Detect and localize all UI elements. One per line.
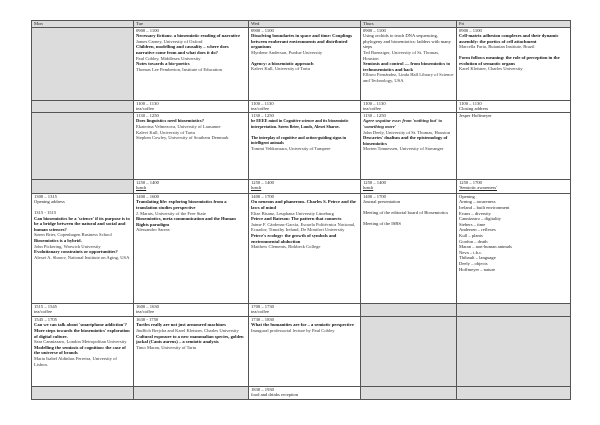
talk-title: What the humanities are for – a semiotic perspective	[251, 322, 354, 328]
break-label: lunch	[363, 185, 374, 191]
session-cell-thurs-afternoon	[361, 193, 457, 303]
session-cell-tue-evening	[134, 316, 249, 386]
break-label: lunch	[136, 185, 147, 191]
break-cell-wed	[249, 100, 361, 112]
talk-author: Morten Tønnessen, University of Stavanger	[363, 146, 444, 152]
awareness-item: Ireland – built environment	[459, 204, 510, 210]
break-cell-mon	[32, 303, 134, 316]
talk-title: Descartes' dualism and the epistemology of biosemiotics	[363, 135, 448, 146]
break-cell-tue	[134, 303, 249, 316]
talk-author: Karel Kleisner, Charles University	[459, 66, 523, 72]
talk-title: The interplay of cognitive and action-guiding signs in intelligent animals	[251, 134, 347, 146]
awareness-item: Hoffmeyer – nature	[459, 266, 496, 272]
session-time: 1545 – 1705	[34, 316, 57, 322]
empty-cell	[32, 27, 134, 100]
awareness-item: Siebers – time	[459, 221, 486, 227]
day-header-wed: Wed	[249, 21, 361, 28]
lunch-cell-thurs	[361, 179, 457, 193]
talk-title: Does linguistics need biosemiotics?	[136, 118, 205, 124]
break-time: 1100 – 1130	[251, 100, 274, 106]
awareness-item: Gordon – death	[459, 238, 488, 244]
lunch-cell-tue	[134, 179, 249, 193]
session-time: 1130 – 1250	[136, 112, 159, 118]
talk-author: Maria Isabel Aldinhas Ferreira, University of Lisbon.	[34, 355, 117, 367]
break-label: tea/coffee	[251, 106, 270, 112]
break-label: lunch	[251, 185, 262, 191]
empty-cell	[32, 179, 134, 193]
session-cell-tue-morning	[134, 27, 249, 100]
talk-author: Jindřich Brejcha and Karel Kleisner, Charles University	[136, 327, 239, 333]
break-time: 1250 – 1400	[363, 179, 386, 185]
awareness-item: Andersen – reflexes	[459, 227, 496, 233]
awareness-item: Thibault – language	[459, 255, 496, 261]
awareness-item: Kull – plants	[459, 232, 483, 238]
break-label: tea/coffee	[34, 309, 53, 315]
break-time: 1515 – 1545	[34, 303, 57, 309]
session-time: 0900 – 1100	[363, 27, 386, 33]
session-time: 1400 – 1700	[251, 193, 274, 199]
lunch-row	[32, 179, 571, 193]
event-line: Meeting of the editorial board of Biosemiotics	[363, 209, 449, 215]
break-label: tea/coffee	[363, 106, 382, 112]
session-time: 1400 – 1700	[363, 193, 386, 199]
break-label: Closing address	[459, 106, 489, 112]
break-cell-thurs	[361, 100, 457, 112]
break-time: 1250 – 1400	[251, 179, 274, 185]
empty-cell	[457, 303, 571, 316]
talk-title: Necessary fictions: a biosemiotic reading of narrative	[136, 33, 241, 39]
break-time: 1100 – 1130	[459, 100, 482, 106]
break-time: 1830 – 1930	[251, 386, 274, 392]
session-cell-fri-morning	[457, 27, 571, 100]
closing-speaker-cell	[457, 112, 571, 179]
empty-cell	[361, 303, 457, 316]
session-cell-wed-morning	[249, 27, 361, 100]
session-cell-mon-evening	[32, 316, 134, 386]
session-time: 0900 – 1100	[459, 27, 482, 33]
talk-author: Kalevi Kull, University of Tartu	[251, 66, 310, 72]
session-cell-tue-afternoon	[134, 193, 249, 303]
break-label: tea/coffee	[251, 309, 270, 315]
talk-title: On neurons and phanerons. Charles S. Peirce and the laws of mind	[251, 199, 356, 210]
talk-title: Can we can talk about 'smartphone addiction'? More steps towards the biosemiotics' exploration of digital culture.	[34, 322, 130, 339]
session-time: 1130 – 1250	[363, 112, 386, 118]
awareness-item: Maran – non-human animals	[459, 244, 512, 250]
talk-author: Sara Cannizzaro, London Metropolitan University	[34, 339, 127, 345]
talk-author: James Carney, University of Oxford	[136, 38, 203, 44]
empty-cell	[361, 386, 457, 399]
awareness-item: Evans – diversity	[459, 210, 491, 216]
break-cell-wed	[249, 303, 361, 316]
break-cell-tue	[134, 100, 249, 112]
lunch-cell-wed	[249, 179, 361, 193]
reception-row	[32, 386, 571, 399]
talk-title: Biosemiotics, meta communication and the Human Rights paradigm	[136, 216, 236, 227]
talk-author: Inaugural professorial lecture by Paul Cobley	[251, 327, 335, 333]
awareness-item: Neva – t.b.c.	[459, 249, 483, 255]
talk-author: Jaime F. Cárdenas-García, Escuela Politécnica Nacional, Ecuador; Timothy Ireland, De Montfort University	[251, 221, 356, 233]
break-label: tea/coffee	[136, 309, 155, 315]
afternoon-session-row	[32, 193, 571, 303]
talk-title: Children, modelling and causality – where does narrative come from and what does it do?	[136, 44, 229, 55]
talk-author: Søren Brier, Copenhagen Business School	[34, 232, 112, 238]
day-header-thurs: Thurs	[361, 21, 457, 28]
talk-title: Using orchids to teach DNA sequencing, phylogeny and biosemiotics: ladders with many steps	[363, 33, 451, 50]
day-header-row	[32, 21, 571, 28]
evening-session-row	[32, 316, 571, 386]
talk-author: Stephen Cowley, University of Southern Denmark	[136, 135, 229, 141]
talk-author: Thomas Lee Pemberton, Institute of Education	[136, 66, 222, 72]
awareness-item: Deely – objects	[459, 260, 488, 266]
session-cell-tue-late-morning	[134, 112, 249, 179]
empty-cell	[32, 112, 134, 179]
awareness-item: Cannizzaro – digitality	[459, 216, 502, 222]
talk-author: Paul Cobley, Middlesex University	[136, 55, 201, 61]
talk-author: Matthew Clements, Birkbeck College	[251, 244, 321, 250]
closing-address-cell	[457, 100, 571, 112]
talk-title: he EEEE mind in Cognitive science and its biosemiotic interpretation. Søren Brier, Lunds, Alexei Sharov.	[251, 118, 349, 129]
talk-title: Cultural exposure to a new mammalian species, golden jackal (Canis aureus) – a semiotic analysis	[136, 333, 244, 345]
session-time: 1130 – 1250	[251, 112, 274, 118]
awareness-item: Opening	[459, 193, 475, 199]
session-time: 1400 – 1600	[136, 193, 159, 199]
session-time: 0900 – 1100	[136, 27, 159, 33]
session-time: 1730 – 1830	[251, 316, 274, 322]
talk-author: John Deely, University of St. Thomas, Houston	[363, 129, 451, 135]
morning-session-row	[32, 27, 571, 100]
talk-author: Ted Baenziger, University of St. Thomas, Houston	[363, 49, 440, 61]
talk-author: Kalevi Kull, University of Tartu	[136, 129, 195, 135]
talk-title: Biosemiotics is a hybrid.	[34, 237, 82, 243]
talk-author: Elliseo Fernández, Linda Hall Library of Science and Technology, USA	[363, 72, 454, 83]
late-morning-session-row	[32, 112, 571, 179]
break-label: food and drinks reception	[251, 392, 299, 398]
break-time: 1100 – 1130	[136, 100, 159, 106]
semiotic-awareness-header-cell	[457, 179, 571, 193]
empty-cell	[134, 386, 249, 399]
session-cell-mon-afternoon	[32, 193, 134, 303]
empty-cell	[361, 316, 457, 386]
empty-cell	[457, 386, 571, 399]
talk-author: John Pickering, Warwick University	[34, 243, 101, 249]
talk-title: Peirce and Bateson: The pattern that connects	[251, 216, 342, 222]
reception-cell-wed	[249, 386, 361, 399]
empty-cell	[32, 100, 134, 112]
break-time: 1250 – 1400	[136, 179, 159, 185]
talk-title: Turtles really are not just armoured machines	[136, 322, 226, 328]
session-cell-thurs-morning	[361, 27, 457, 100]
talk-title: Peirce's ecology: the growth of symbols and environmental abduction	[251, 232, 337, 244]
session-time: 0900 – 1100	[251, 27, 274, 33]
session-time: 1315 - 1515	[34, 209, 57, 215]
talk-title: Dissolving boundaries in space and time: Couplings between exuberant environments and distributed organisms	[251, 33, 353, 50]
break-time: 1600 – 1630	[136, 303, 159, 309]
talk-title: Modelling the semiosis of cognition: the case of the universe of brands	[34, 344, 126, 356]
talk-author: Elize Bisanz, Leuphana University Lüneburg	[251, 210, 334, 216]
session-cell-wed-evening	[249, 316, 361, 386]
talk-title: Agere sequitur esse: from 'nothing but' to 'something more'	[363, 118, 443, 129]
talk-author: J. Marais, University of the Free State	[136, 210, 206, 216]
day-header-tue: Tue	[134, 21, 249, 28]
talk-title: Agency: a biosemiotic approach	[251, 60, 314, 66]
opening-address: Opening address	[34, 199, 65, 205]
talk-author: Marcella Faria, Butantan Institute, Brazil	[459, 44, 535, 50]
break-time: 1100 – 1130	[363, 100, 386, 106]
talk-title: Cell-matrix adhesion complexes and their dynamic assembly: the poetics of cell attachment	[459, 33, 559, 44]
conference-schedule-table	[31, 20, 571, 400]
event-line: Meeting of the ISBS	[363, 220, 401, 226]
talk-title: Notes towards a bio-poetics	[136, 61, 190, 67]
empty-cell	[457, 316, 571, 386]
day-header-fri: Fri	[457, 21, 571, 28]
talk-author: Myrdene Anderson, Purdue University	[251, 49, 323, 55]
session-cell-wed-afternoon	[249, 193, 361, 303]
awareness-item: Arning – awareness	[459, 199, 496, 205]
event-line: Journal presentation	[363, 199, 401, 205]
break-row-afternoon	[32, 303, 571, 316]
break-row-morning	[32, 100, 571, 112]
break-label: 'Semiotic awareness'	[459, 185, 498, 191]
day-header-mon: Mon	[32, 21, 134, 28]
session-cell-wed-late-morning	[249, 112, 361, 179]
session-time: 1630 - 1750	[136, 316, 159, 322]
talk-author: Timo Maran, University of Tartu	[136, 344, 197, 350]
break-label: tea/coffee	[136, 106, 155, 112]
talk-title: Translating life: exploring biosemiotics from a translation studies perspective	[136, 199, 227, 210]
talk-author: Tommi Vehkavaara, University of Tampere	[251, 145, 331, 151]
session-cell-thurs-late-morning	[361, 112, 457, 179]
talk-title: Form follows meaning: the role of perception in the evolution of semantic organs	[459, 54, 560, 66]
talk-author: Alexei A. Sharov, National Institute on Aging, USA	[34, 254, 130, 260]
talk-title: Can biosemiotics be a 'science' if its purpose is to be a bridge between the natural and social and human sciences?	[34, 215, 130, 232]
semiotic-awareness-list-cell	[457, 193, 571, 303]
break-time: 1250 – 1700	[459, 179, 482, 185]
talk-title: Evolutionary constraints or opportunities?	[34, 249, 118, 255]
session-time: 1300 – 1315	[34, 193, 57, 199]
talk-title: Semiosis and control — from biosemiotics to technosemiotics and back	[363, 61, 451, 72]
empty-cell	[32, 386, 134, 399]
closing-speaker: Jesper Hoffmeyer	[459, 112, 492, 118]
talk-author: Ekaterina Velmezova, University of Lausanne	[136, 123, 221, 129]
break-time: 1700 – 1730	[251, 303, 274, 309]
talk-author: Alessandro Sarrea	[136, 227, 170, 233]
